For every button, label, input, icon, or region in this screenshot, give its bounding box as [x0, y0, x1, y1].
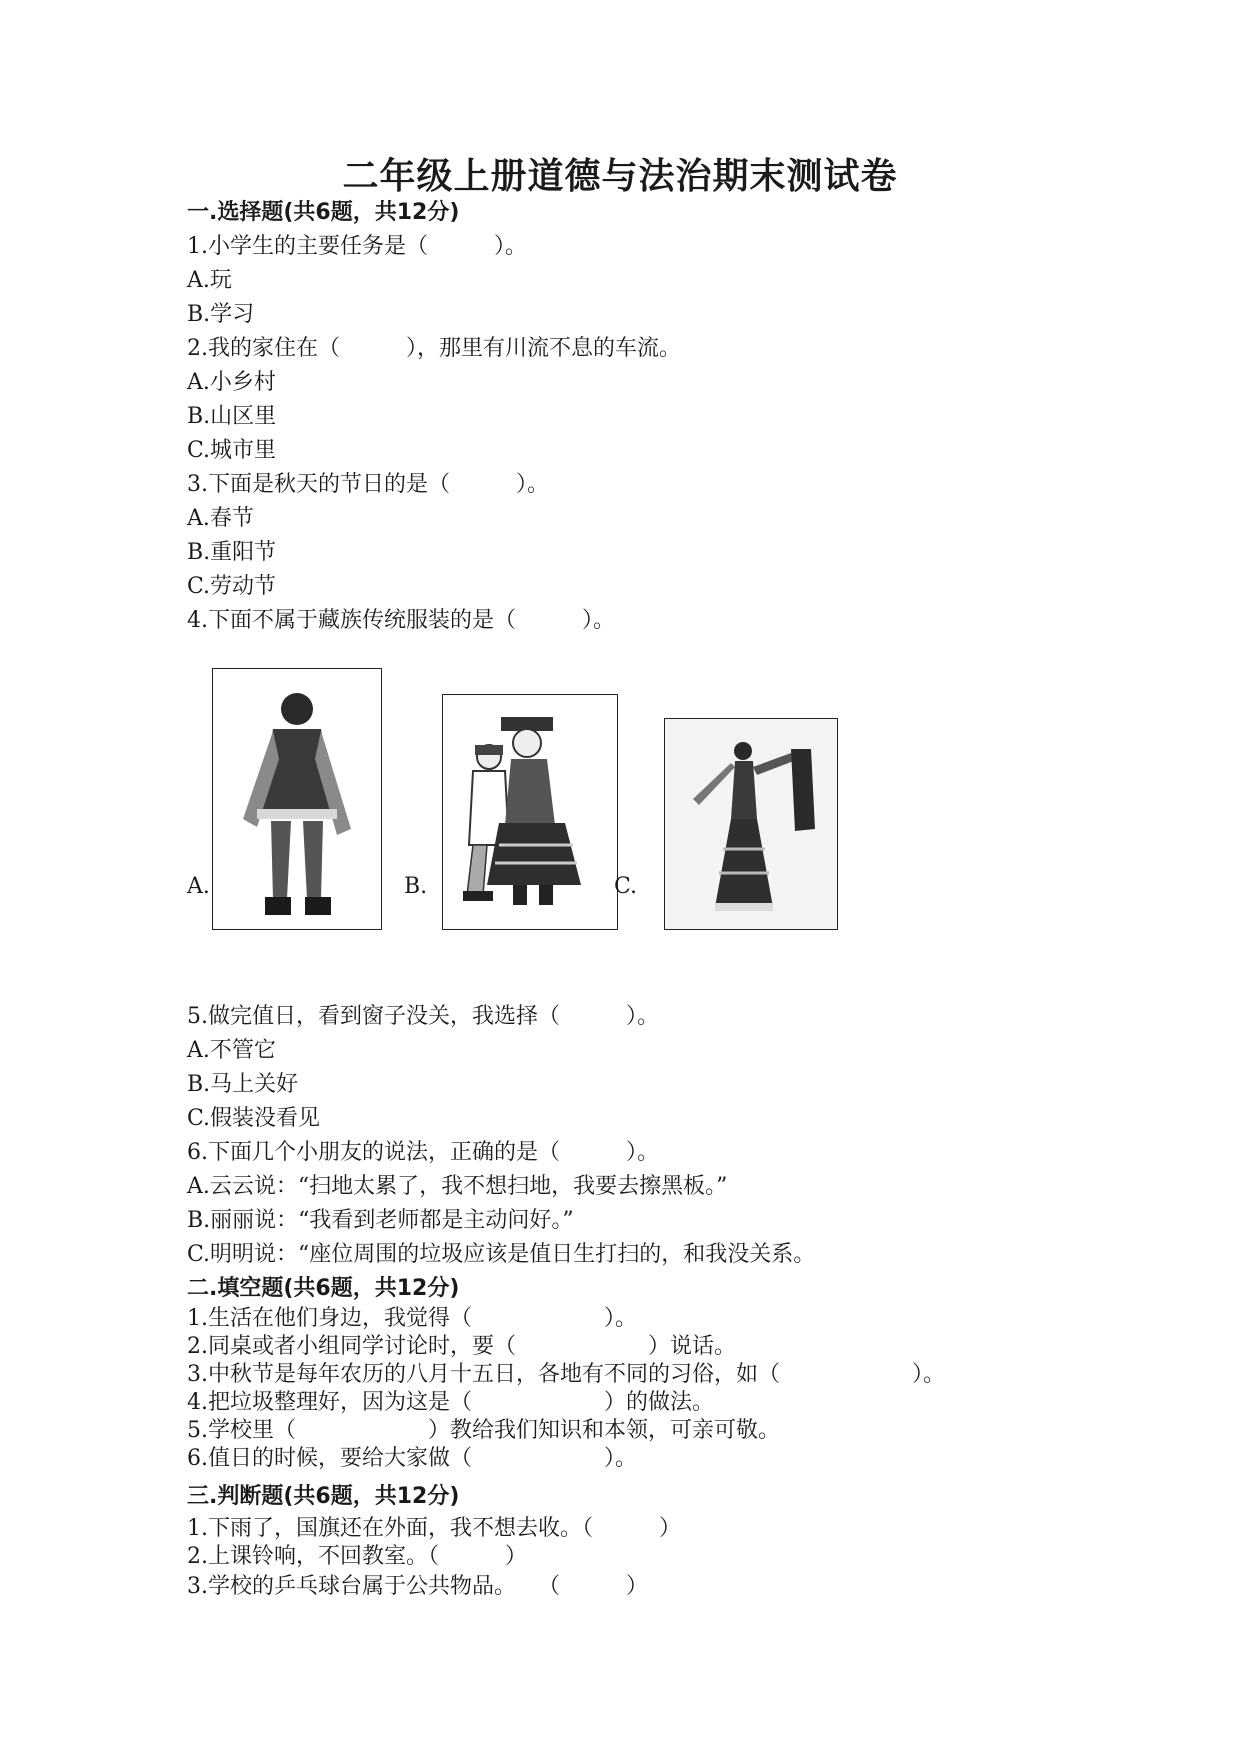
q6-option-c: C.明明说：“座位周围的垃圾应该是值日生打扫的，和我没关系。: [187, 1242, 816, 1267]
q1-option-b: B.学习: [187, 302, 255, 327]
q5-option-c: C.假装没看见: [187, 1106, 321, 1131]
fill-item-1: 1.生活在他们身边，我觉得（ ）。: [187, 1306, 637, 1331]
tibetan-man-costume-image: [212, 668, 382, 930]
judge-item-2: 2.上课铃响，不回教室。（ ）: [187, 1544, 527, 1569]
judge-item-1: 1.下雨了，国旗还在外面，我不想去收。（ ）: [187, 1516, 681, 1541]
q2-stem: 2.我的家住在（ ），那里有川流不息的车流。: [187, 336, 681, 361]
q5-option-a: A.不管它: [187, 1038, 276, 1063]
q3-stem: 3.下面是秋天的节日的是（ ）。: [187, 472, 549, 497]
q3-option-c: C.劳动节: [187, 574, 277, 599]
fill-item-2: 2.同桌或者小组同学讨论时，要（ ）说话。: [187, 1334, 736, 1359]
q1-stem: 1.小学生的主要任务是（ ）。: [187, 234, 527, 259]
section-heading-choice: 一.选择题(共6题，共12分): [187, 200, 460, 225]
q5-stem: 5.做完值日，看到窗子没关，我选择（ ）。: [187, 1004, 659, 1029]
q2-option-b: B.山区里: [187, 404, 277, 429]
q4-option-a-label: A.: [187, 874, 210, 899]
q4-option-c-label: C.: [614, 874, 638, 899]
judge-item-3: 3.学校的乒乓球台属于公共物品。 （ ）: [187, 1574, 648, 1599]
section-heading-true-false: 三.判断题(共6题，共12分): [187, 1484, 460, 1509]
tibetan-woman-dancer-image: [664, 718, 838, 930]
q6-stem: 6.下面几个小朋友的说法，正确的是（ ）。: [187, 1140, 659, 1165]
page-title: 二年级上册道德与法治期末测试卷: [342, 156, 898, 197]
section-heading-fill-blank: 二.填空题(共6题，共12分): [187, 1276, 460, 1301]
q6-option-b: B.丽丽说：“我看到老师都是主动问好。”: [187, 1208, 574, 1233]
q4-stem: 4.下面不属于藏族传统服装的是（ ）。: [187, 608, 615, 633]
q2-option-c: C.城市里: [187, 438, 277, 463]
q1-option-a: A.玩: [187, 268, 232, 293]
q5-option-b: B.马上关好: [187, 1072, 299, 1097]
miao-couple-costume-image: [442, 694, 618, 930]
fill-item-5: 5.学校里（ ）教给我们知识和本领，可亲可敬。: [187, 1418, 780, 1443]
fill-item-4: 4.把垃圾整理好，因为这是（ ）的做法。: [187, 1390, 714, 1415]
fill-item-6: 6.值日的时候，要给大家做（ ）。: [187, 1446, 637, 1471]
fill-item-3: 3.中秋节是每年农历的八月十五日，各地有不同的习俗，如（ ）。: [187, 1362, 945, 1387]
q3-option-a: A.春节: [187, 506, 254, 531]
q3-option-b: B.重阳节: [187, 540, 277, 565]
q4-option-b-label: B.: [404, 874, 428, 899]
q2-option-a: A.小乡村: [187, 370, 276, 395]
q6-option-a: A.云云说：“扫地太累了，我不想扫地，我要去擦黑板。”: [187, 1174, 728, 1199]
